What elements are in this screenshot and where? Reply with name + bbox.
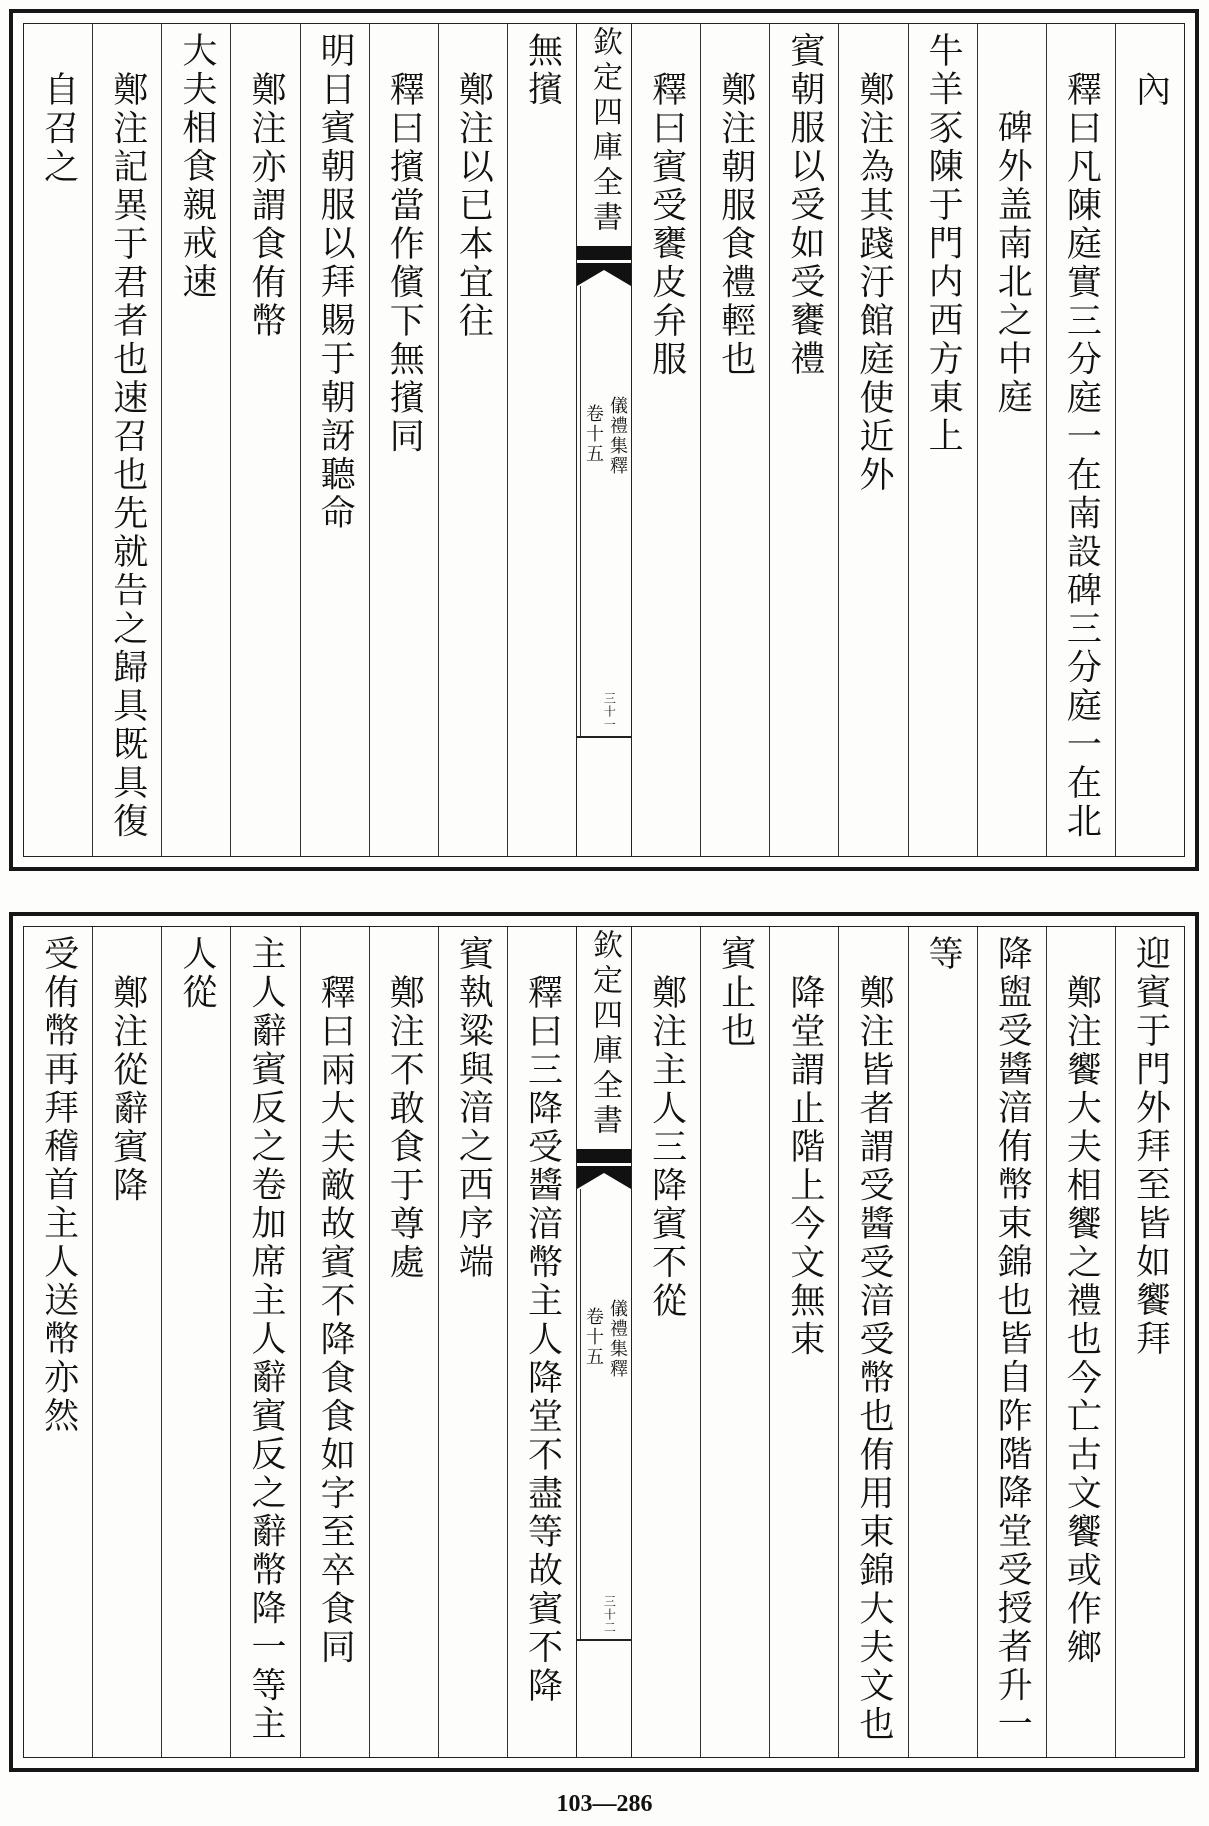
column-text: 釋曰凡陳庭實三分庭一在南設碑三分庭一在北 xyxy=(1061,70,1102,841)
book-title: 儀禮集釋 xyxy=(607,1299,628,1379)
text-column xyxy=(908,24,977,856)
text-column xyxy=(838,927,907,1757)
column-text: 賓朝服以受如受饔禮 xyxy=(784,32,825,379)
text-column xyxy=(438,24,507,856)
column-text: 人從 xyxy=(176,935,217,1012)
text-column xyxy=(1046,24,1115,856)
folio-number: 三十二 xyxy=(602,1595,617,1634)
column-text: 鄭注為其踐汙館庭使近外 xyxy=(853,70,894,494)
text-column xyxy=(632,24,700,856)
text-column xyxy=(507,927,576,1757)
column-text: 釋曰兩大夫敵故賓不降食食如字至卒食同 xyxy=(315,973,356,1667)
text-column xyxy=(1115,927,1184,1757)
folio-leaf-top xyxy=(9,9,1199,871)
text-column xyxy=(230,927,299,1757)
column-text: 降盥受醬湆侑幣束錦也皆自阼階降堂受授者升一 xyxy=(992,935,1033,1744)
column-text: 無擯 xyxy=(522,32,563,109)
column-text: 鄭注不敢食于尊處 xyxy=(384,973,425,1282)
leaf-frame xyxy=(23,23,1185,857)
text-column xyxy=(769,927,838,1757)
text-column xyxy=(700,24,769,856)
text-column xyxy=(369,24,438,856)
text-column xyxy=(92,24,161,856)
column-text: 牛羊豕陳于門内西方東上 xyxy=(923,32,964,456)
text-column xyxy=(1046,927,1115,1757)
column-text: 鄭注以已本宜往 xyxy=(453,70,494,340)
left-half-page xyxy=(24,927,576,1757)
text-column xyxy=(24,927,92,1757)
folio-number: 三十一 xyxy=(602,692,617,731)
page-number-rule xyxy=(577,736,631,738)
text-column xyxy=(161,927,230,1757)
column-text: 釋曰賓受饔皮弁服 xyxy=(646,70,687,379)
column-text: 鄭注從辭賓降 xyxy=(107,973,148,1205)
text-column xyxy=(438,927,507,1757)
text-column xyxy=(300,927,369,1757)
banxin-inner-rule xyxy=(580,1189,581,1639)
collection-title: 欽定四庫全書 xyxy=(587,26,622,236)
volume-number: 卷十五 xyxy=(583,404,604,464)
column-text: 明日賓朝服以拜賜于朝訝聽命 xyxy=(315,32,356,533)
column-text: 迎賓于門外拜至皆如饗拜 xyxy=(1130,935,1171,1359)
column-text: 降堂謂止階上今文無束 xyxy=(784,973,825,1359)
column-text: 賓執粱與湆之西序端 xyxy=(453,935,494,1282)
text-column xyxy=(230,24,299,856)
column-text: 鄭注主人三降賓不從 xyxy=(646,973,687,1320)
banxin-center-column xyxy=(576,927,632,1757)
folio-leaf-bottom xyxy=(9,912,1199,1772)
column-text: 鄭注亦謂食侑幣 xyxy=(245,70,286,340)
reprint-page-code: 103—286 xyxy=(556,1791,653,1817)
right-half-page xyxy=(632,24,1184,856)
column-text: 賓止也 xyxy=(715,935,756,1051)
column-text: 鄭注饗大夫相饗之禮也今亡古文饗或作鄉 xyxy=(1061,973,1102,1667)
text-column xyxy=(632,927,700,1757)
text-column xyxy=(838,24,907,856)
banxin-inner-rule xyxy=(580,286,581,736)
leaf-frame xyxy=(23,926,1185,1758)
column-text: 鄭注皆者謂受醬受湆受幣也侑用束錦大夫文也 xyxy=(853,973,894,1744)
fishtail-icon xyxy=(577,246,631,286)
text-column xyxy=(92,927,161,1757)
text-column xyxy=(161,24,230,856)
right-half-page xyxy=(632,927,1184,1757)
fishtail-icon xyxy=(577,1149,631,1189)
text-column xyxy=(24,24,92,856)
volume-number: 卷十五 xyxy=(583,1307,604,1367)
text-column xyxy=(700,927,769,1757)
text-column xyxy=(507,24,576,856)
column-text: 釋曰擯當作儐下無擯同 xyxy=(384,70,425,456)
column-text: 主人辭賓反之卷加席主人辭賓反之辭幣降一等主 xyxy=(245,935,286,1744)
column-text: 內 xyxy=(1130,70,1171,109)
text-column xyxy=(369,927,438,1757)
column-text: 鄭注朝服食禮輕也 xyxy=(715,70,756,379)
text-column xyxy=(977,927,1046,1757)
text-column xyxy=(300,24,369,856)
left-half-page xyxy=(24,24,576,856)
column-text: 等 xyxy=(923,935,964,974)
text-column xyxy=(1115,24,1184,856)
column-text: 自召之 xyxy=(38,70,79,186)
column-text: 釋曰三降受醬湆幣主人降堂不盡等故賓不降 xyxy=(522,973,563,1705)
column-text: 碑外盖南北之中庭 xyxy=(992,109,1033,417)
banxin-center-column xyxy=(576,24,632,856)
column-text: 大夫相食親戒速 xyxy=(176,32,217,302)
page-number-rule xyxy=(577,1639,631,1641)
collection-title: 欽定四庫全書 xyxy=(587,929,622,1139)
text-column xyxy=(769,24,838,856)
book-title: 儀禮集釋 xyxy=(607,396,628,476)
text-column xyxy=(977,24,1046,856)
text-column xyxy=(908,927,977,1757)
column-text: 鄭注記異于君者也速召也先就告之歸具既具復 xyxy=(107,70,148,841)
column-text: 受侑幣再拜稽首主人送幣亦然 xyxy=(38,935,79,1436)
